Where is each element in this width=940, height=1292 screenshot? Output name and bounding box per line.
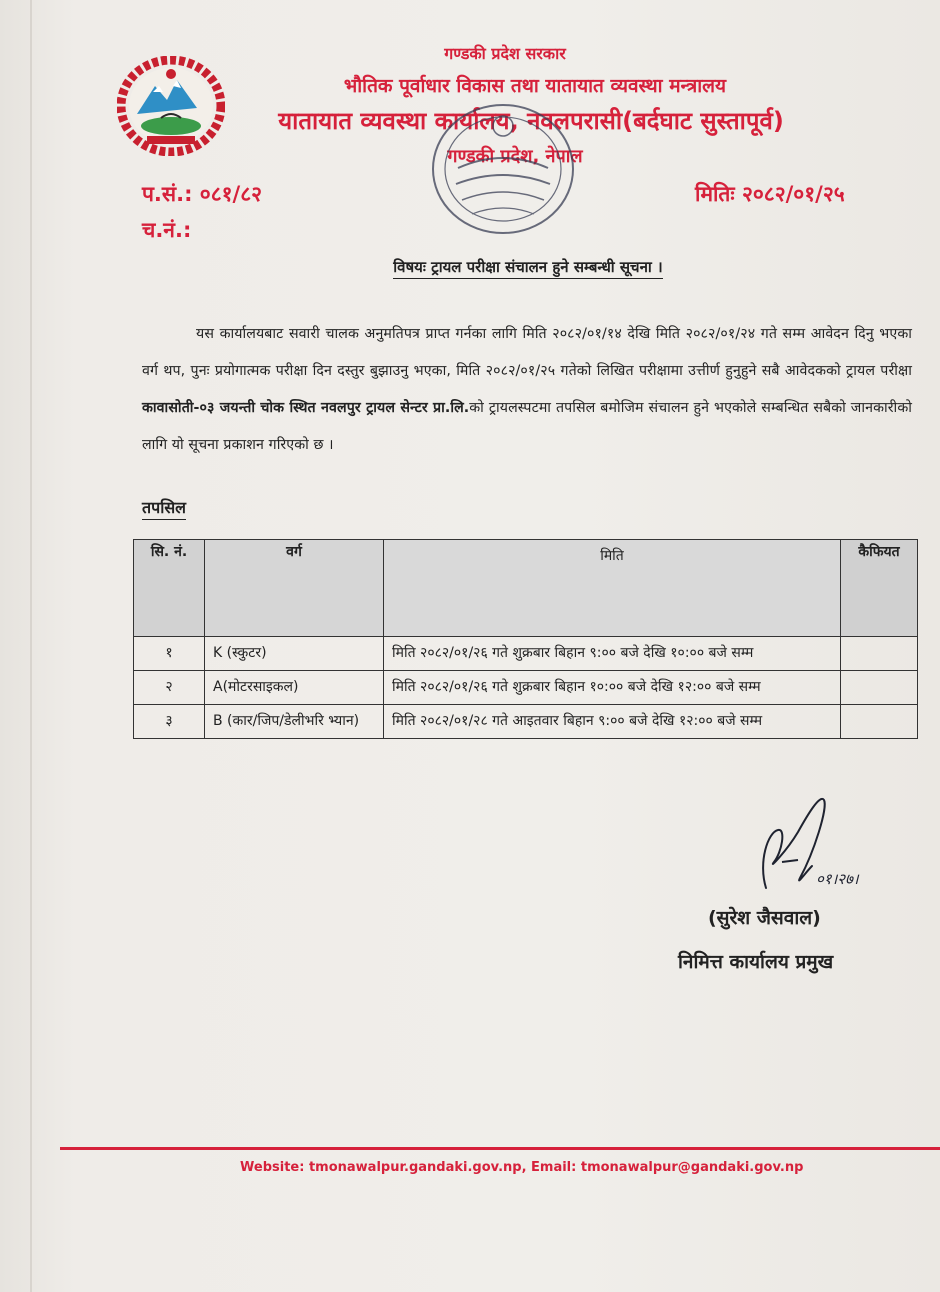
table-row [134, 637, 918, 671]
cell-remarks [841, 671, 918, 705]
table-header-row [134, 540, 918, 637]
footer-divider [60, 1147, 940, 1150]
table-row [134, 705, 918, 739]
cell-remarks [841, 705, 918, 739]
notice-body [142, 316, 912, 464]
table-row [134, 671, 918, 705]
cell-group: B (कार/जिप/डेलीभरि भ्यान) [205, 705, 384, 739]
signatory-title: निमित्त कार्यालय प्रमुख [678, 951, 834, 973]
header-remarks: कैफियत [841, 540, 918, 637]
tapasil-label: तपसिल [142, 496, 186, 520]
subject-line [140, 257, 916, 277]
cell-sn: २ [134, 671, 205, 705]
cell-remarks [841, 637, 918, 671]
letterhead-office: यातायात व्यवस्था कार्यालय, नवलपरासी(बर्दघाट सुस्तापूर्व) [278, 107, 784, 135]
header-group: वर्ग [205, 540, 384, 637]
cell-date: मिति २०८२/०१/२६ गते शुक्रबार बिहान १०:०० बजे देखि १२:०० बजे सम्म [384, 671, 841, 705]
document-date: मितिः २०८२/०१/२५ [695, 182, 845, 206]
cell-sn: ३ [134, 705, 205, 739]
body-part-1: यस कार्यालयबाट सवारी चालक अनुमतिपत्र प्राप्त गर्नका लागि मिति २०८२/०१/१४ देखि मिति २०८२/०१/२४ गते सम्म आवेदन दिनु भएका वर्ग थप, पुनः प्रयोगात्मक परीक्षा दिन दस्तुर बुझाउनु भएका, मिति २०८२/०१/२५ गतेको लिखित परीक्षामा उत्तीर्ण हुनुहुने सबै आवेदकको ट्रायल परीक्षा [142, 326, 912, 379]
letterhead-location: गण्डकी प्रदेश, नेपाल [447, 146, 583, 167]
cell-group: A(मोटरसाइकल) [205, 671, 384, 705]
signature-date-note: ०१।२७। [816, 870, 859, 888]
reference-number: प.सं.: ०८१/८२ [142, 182, 263, 206]
footer-contact: Website: tmonawalpur.gandaki.gov.np, Email: tmonawalpur@gandaki.gov.np [240, 1160, 804, 1175]
schedule-table [133, 539, 918, 739]
cell-date: मिति २०८२/०१/२८ गते आइतवार बिहान ९:०० बजे देखि १२:०० बजे सम्म [384, 705, 841, 739]
letterhead-ministry: भौतिक पूर्वाधार विकास तथा यातायात व्यवस्था मन्त्रालय [343, 75, 727, 97]
letterhead-province-govt: गण्डकी प्रदेश सरकार [444, 44, 566, 63]
body-venue-bold: कावासोती-०३ जयन्ती चोक स्थित नवलपुर ट्रायल सेन्टर प्रा.लि. [142, 400, 470, 416]
dispatch-number: च.नं.: [142, 218, 192, 242]
cell-group: K (स्कुटर) [205, 637, 384, 671]
subject-text: विषयः ट्रायल परीक्षा संचालन हुने सम्बन्धी सूचना । [393, 258, 662, 279]
signatory-name: (सुरेश जैसवाल) [708, 907, 821, 929]
header-date: मिति [384, 540, 841, 637]
nepal-emblem-icon [117, 56, 225, 156]
cell-sn: १ [134, 637, 205, 671]
header-serial-number: सि. नं. [134, 540, 205, 637]
page-edge-shadow [30, 0, 32, 1292]
handwritten-signature [738, 792, 888, 902]
office-stamp-seal [428, 98, 578, 240]
body-part-2: को ट्रायलस्पटमा तपसिल बमोजिम संचालन हुने भएकोले सम्बन्धित सबैको जानकारीको लागि यो सूचना प्रकाशन गरिएको छ । [142, 400, 912, 453]
cell-date: मिति २०८२/०१/२६ गते शुक्रबार बिहान ९:०० बजे देखि १०:०० बजे सम्म [384, 637, 841, 671]
